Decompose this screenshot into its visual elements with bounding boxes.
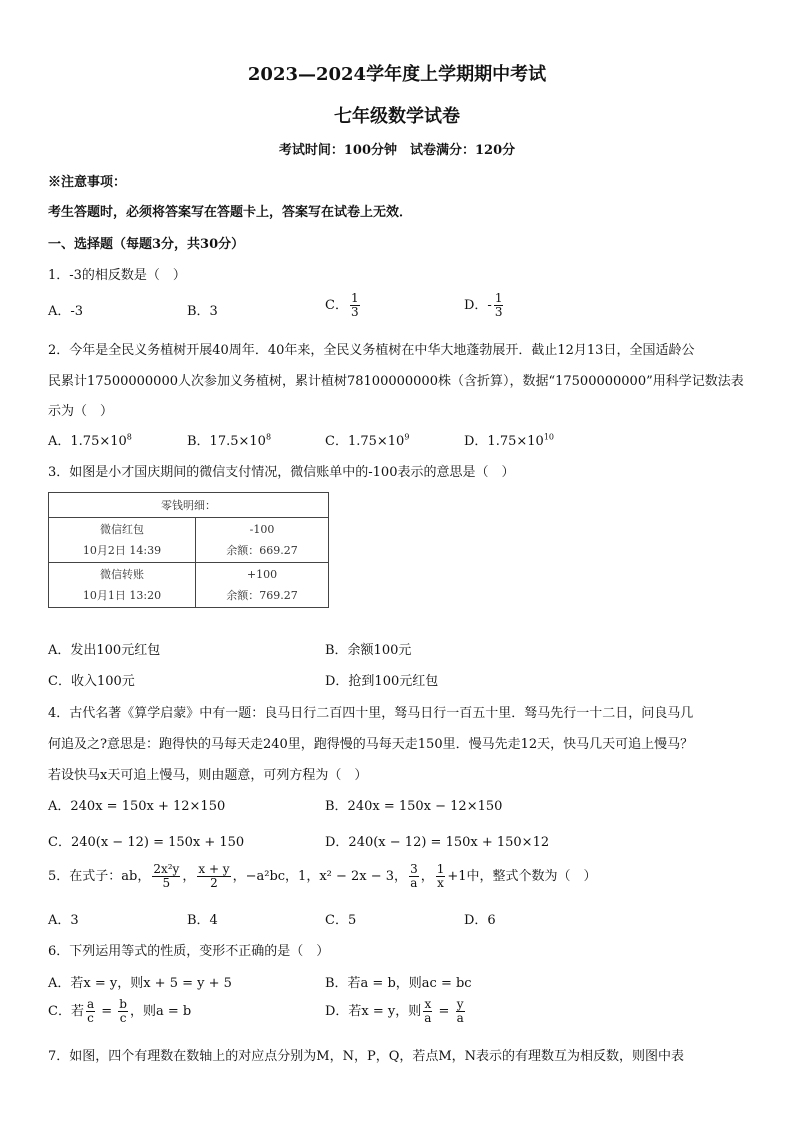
bill-row bbox=[49, 518, 329, 563]
bill-header: 零钱明细： bbox=[49, 493, 329, 518]
bill-balance: 余额：769.27 bbox=[226, 589, 298, 602]
q3-option-b: B．余额100元 bbox=[325, 643, 412, 658]
section-heading: 一、选择题（每题3分，共30分） bbox=[48, 237, 245, 252]
bill-time: 10月1日 13:20 bbox=[82, 589, 162, 602]
q4-option-a: A．240x = 150x + 12×150 bbox=[48, 799, 226, 814]
question-4-line-3: 若设快马x天可追上慢马，则由题意，可列方程为（ ） bbox=[48, 768, 368, 783]
q6-option-d: D．若x = y，则 $\frac{x}{a}$ = $\frac{y}{a}$ bbox=[325, 997, 464, 1025]
wechat-bill-table bbox=[48, 492, 329, 608]
question-6-stem: 6．下列运用等式的性质，变形不正确的是（ ） bbox=[48, 944, 330, 959]
q2-option-c: C．$1.75\times 10^9$ bbox=[325, 432, 410, 449]
q6-option-a: A．若x = y，则x + 5 = y + 5 bbox=[48, 976, 232, 991]
q5-option-b: B．4 bbox=[187, 913, 218, 928]
exam-title: 2023—2024学年度上学期期中考试 bbox=[247, 64, 547, 85]
q6-option-c: C．若 $\frac{a}{c}$ = $\frac{b}{c}$ ，则a = b bbox=[48, 997, 192, 1025]
q2-option-a: A．$1.75\times 10^8$ bbox=[48, 432, 132, 449]
question-1-stem: 1．-3的相反数是（ ） bbox=[48, 268, 186, 283]
question-2-line-2: 民累计17500000000人次参加义务植树，累计植树78100000000株（含折算），数据“17500000000”用科学记数法表 bbox=[48, 374, 744, 389]
notice-text: 考生答题时，必须将答案写在答题卡上，答案写在试卷上无效． bbox=[48, 205, 413, 220]
question-5-stem: 5．在式子：ab， $\frac{\text{2x²y}}{5}$ ， $\frac{x + y}{2}$ ，−a²bc，1，x² − 2x − 3， $\frac{3}{a}$ ， $\frac{1}{x}$ +1中，整式个数为（ ） bbox=[48, 862, 597, 890]
notice-heading: ※注意事项： bbox=[48, 175, 127, 190]
q1-option-d: D．- $\frac{1}{3}$ bbox=[464, 291, 503, 319]
q5-option-d: D．6 bbox=[464, 913, 496, 928]
bill-time: 10月2日 14:39 bbox=[82, 544, 162, 557]
exam-info: 考试时间：100分钟 试卷满分：120分 bbox=[278, 143, 516, 158]
q1-option-a: A．-3 bbox=[48, 304, 84, 319]
question-2-line-3: 示为（ ） bbox=[48, 404, 114, 419]
q3-option-a: A．发出100元红包 bbox=[48, 643, 161, 658]
question-4-line-1: 4．古代名著《算学启蒙》中有一题：良马日行二百四十里，驽马日行一百五十里．驽马先行一十二日，问良马几 bbox=[48, 706, 694, 721]
question-2-line-1: 2．今年是全民义务植树开展40周年．40年来，全民义务植树在中华大地蓬勃展开．截止12月13日，全国适龄公 bbox=[48, 343, 695, 358]
q3-option-c: C．收入100元 bbox=[48, 674, 135, 689]
question-4-line-2: 何追及之?意思是：跑得快的马每天走240里，跑得慢的马每天走150里．慢马先走12天，快马几天可追上慢马？ bbox=[48, 737, 694, 752]
q4-option-b: B．240x = 150x − 12×150 bbox=[325, 799, 503, 814]
bill-amount: -100 bbox=[249, 523, 275, 536]
q1-option-c: C． $\frac{1}{3}$ bbox=[325, 291, 359, 319]
exam-subtitle: 七年级数学试卷 bbox=[334, 106, 460, 127]
q5-option-c: C．5 bbox=[325, 913, 357, 928]
q3-option-d: D．抢到100元红包 bbox=[325, 674, 439, 689]
bill-type: 微信红包 bbox=[100, 523, 144, 536]
bill-row bbox=[49, 563, 329, 608]
bill-balance: 余额：669.27 bbox=[226, 544, 298, 557]
q2-option-d: D．$1.75\times 10^{10}$ bbox=[464, 432, 554, 449]
q2-option-b: B．$17.5\times 10^8$ bbox=[187, 432, 272, 449]
q5-option-a: A．3 bbox=[48, 913, 79, 928]
q6-option-b: B．若a = b，则ac = bc bbox=[325, 976, 472, 991]
bill-amount: +100 bbox=[246, 568, 278, 581]
question-7-line-1: 7．如图，四个有理数在数轴上的对应点分别为M，N，P，Q，若点M，N表示的有理数互为相反数，则图中表 bbox=[48, 1049, 685, 1064]
question-3-stem: 3．如图是小才国庆期间的微信支付情况，微信账单中的-100表示的意思是（ ） bbox=[48, 465, 515, 480]
bill-type: 微信转账 bbox=[100, 568, 144, 581]
q4-option-c: C．240(x − 12) = 150x + 150 bbox=[48, 835, 245, 850]
q1-option-b: B．3 bbox=[187, 304, 218, 319]
q4-option-d: D．240(x − 12) = 150x + 150×12 bbox=[325, 835, 550, 850]
